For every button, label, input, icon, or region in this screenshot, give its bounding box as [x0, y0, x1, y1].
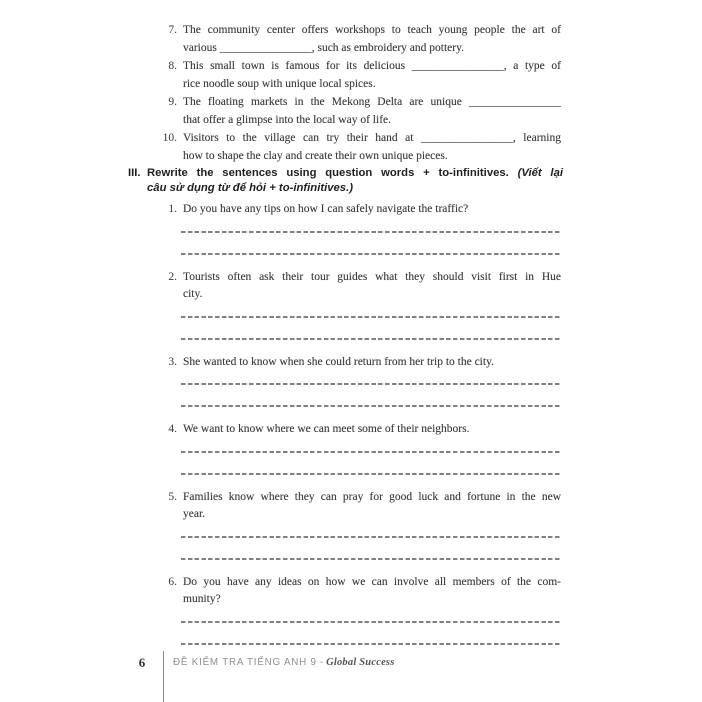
item-number: 5. — [168, 490, 177, 503]
answer-area — [181, 383, 561, 407]
rewrite-item — [150, 201, 570, 255]
footer-series-title: ĐỀ KIỂM TRA TIẾNG ANH 9 — [173, 657, 317, 668]
item-text-line: Tourists often ask their tour guides what they should visit first in Hue — [183, 270, 561, 283]
workbook-page — [128, 22, 570, 659]
item-text-line: We want to know where we can meet some of their neighbors. — [183, 423, 470, 435]
item-number: 4. — [168, 423, 177, 435]
answer-area — [181, 451, 561, 475]
item-number: 10. — [162, 132, 177, 144]
item-text-line: She wanted to know when she could return from her trip to the city. — [183, 355, 494, 368]
item-number: 3. — [168, 355, 177, 368]
item-number: 1. — [168, 203, 177, 215]
item-text — [183, 354, 561, 408]
answer-line — [181, 338, 561, 340]
item-text — [183, 421, 561, 475]
answer-line — [181, 253, 561, 255]
answer-line — [181, 536, 561, 538]
item-number: 2. — [168, 270, 177, 283]
footer-divider — [163, 651, 164, 702]
answer-line — [181, 231, 561, 233]
page-number: 6 — [138, 655, 146, 670]
section-heading — [128, 166, 570, 195]
item-text — [183, 130, 561, 165]
answer-line — [181, 316, 561, 318]
answer-area — [181, 231, 561, 255]
footer-brand: Global Success — [326, 657, 395, 668]
answer-line — [181, 643, 561, 645]
item-text-line: year. — [183, 508, 206, 520]
item-number: 9. — [168, 96, 177, 108]
item-text-line: munity? — [183, 593, 221, 605]
item-number: 8. — [168, 60, 177, 72]
answer-line — [181, 621, 561, 623]
item-text — [183, 58, 561, 93]
fill-item — [150, 22, 570, 57]
answer-line — [181, 558, 561, 560]
item-text-line: city. — [183, 288, 203, 300]
fill-item — [150, 130, 570, 165]
item-text — [183, 574, 561, 645]
rewrite-item — [150, 354, 570, 408]
item-text-line: This small town is famous for its delicious ________________, a type of — [183, 60, 561, 72]
rewrite-item — [150, 269, 570, 340]
rewrite-item — [150, 489, 570, 560]
answer-area — [181, 621, 561, 645]
item-text-line: Families know where they can pray for good luck and fortune in the new — [183, 490, 561, 503]
item-text-line: Do you have any tips on how I can safely navigate the traffic? — [183, 203, 469, 215]
instruction-english: Rewrite the sentences using question words + to-infinitives. — [147, 167, 509, 179]
instruction-line — [147, 166, 563, 181]
footer-separator: - — [319, 657, 324, 668]
item-text-line: Visitors to the village can try their hand at ________________, learning — [183, 132, 561, 144]
answer-line — [181, 451, 561, 453]
item-text — [183, 269, 561, 340]
footer-text — [173, 657, 395, 668]
fill-item — [150, 94, 570, 129]
item-number: 7. — [168, 24, 177, 36]
rewrite-item — [150, 421, 570, 475]
section-label: III. — [128, 167, 141, 179]
item-text-line: various ________________, such as embroidery and pottery. — [183, 41, 464, 54]
section-instruction — [147, 166, 563, 195]
answer-line — [181, 473, 561, 475]
item-number: 6. — [168, 575, 177, 588]
instruction-vietnamese: (Viết lại — [517, 167, 563, 179]
item-text-line: rice noodle soup with unique local spices. — [183, 77, 376, 90]
item-text — [183, 94, 561, 129]
item-text — [183, 489, 561, 560]
item-text — [183, 201, 561, 255]
item-text-line: Do you have any ideas on how we can involve all members of the com- — [183, 575, 561, 588]
rewrite-item — [150, 574, 570, 645]
answer-line — [181, 383, 561, 385]
instruction-line: câu sử dụng từ để hỏi + to-infinitives.) — [147, 181, 353, 194]
item-text-line: The floating markets in the Mekong Delta are unique ________________ — [183, 96, 561, 108]
item-text-line: how to shape the clay and create their own unique pieces. — [183, 149, 448, 162]
page-footer — [0, 649, 702, 702]
item-text — [183, 22, 561, 57]
answer-area — [181, 536, 561, 560]
answer-area — [181, 316, 561, 340]
item-text-line: The community center offers workshops to teach young people the art of — [183, 24, 561, 36]
item-text-line: that offer a glimpse into the local way of life. — [183, 113, 391, 126]
fill-item — [150, 58, 570, 93]
answer-line — [181, 405, 561, 407]
